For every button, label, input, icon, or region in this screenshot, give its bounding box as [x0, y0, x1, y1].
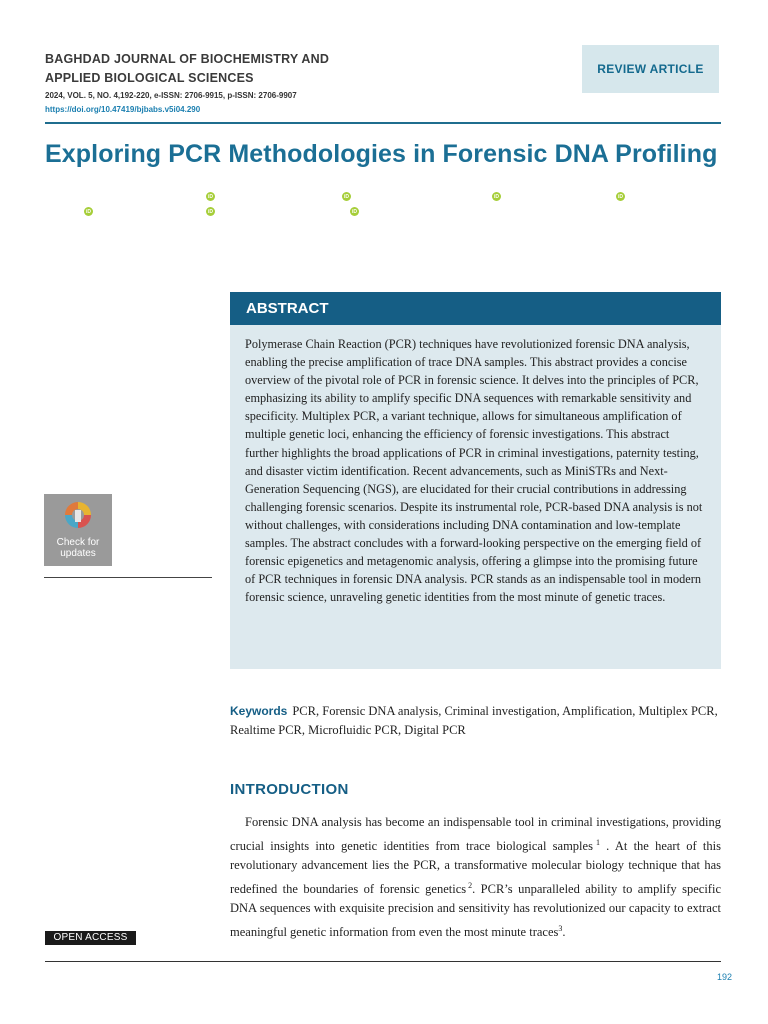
orcid-icon[interactable]: iD — [208, 208, 213, 215]
intro-text-part: . At the heart of this revolutionary advancement lies the PCR, a transformative molecular biology technique that has redefined the boundaries of forensic genetics — [230, 838, 721, 896]
abstract-text: Polymerase Chain Reaction (PCR) techniques have revolutionized forensic DNA analysis, enabling the precise amplification of trace DNA samples. This abstract provides a concise overview of the pivotal role of PCR in forensic science. It delves into the principles of PCR, emphasizing its ability to amplify specific DNA sequences with remarkable sensitivity and specificity. Multiplex PCR, a variant technique, allows for simultaneous amplification of multiple genetic loci, enhancing the efficiency of forensic investigations. This abstract further highlights the broad applications of PCR in criminal investigations, paternity testing, and disaster victim identification. Recent advancements, such as MiniSTRs and Next-Generation Sequencing (NGS), are elucidated for their crucial contributions in addressing challenging forensic scenarios. Despite its instrumental role, PCR-based DNA analysis is not without challenges, with considerations including DNA contamination and low-template samples. The abstract concludes with a forward-looking perspective on the emerging field of forensic epigenetics and metagenomic analysis, offering a glimpse into the promising future of PCR techniques in forensic DNA analysis. PCR stands as an indispensable tool in modern forensic science, unraveling genetic identities from the most minute of genetic traces. — [230, 325, 721, 669]
header-divider — [45, 122, 721, 124]
doi-link[interactable]: https://doi.org/10.47419/bjbabs.v5i04.290 — [45, 105, 201, 114]
orcid-icon[interactable]: iD — [208, 193, 213, 200]
check-for-updates-label: Check for — [56, 537, 100, 548]
article-title: Exploring PCR Methodologies in Forensic DNA Profiling — [45, 140, 718, 168]
check-for-updates-label: updates — [60, 548, 96, 559]
check-for-updates-button[interactable] — [44, 494, 112, 566]
keywords-text: PCR, Forensic DNA analysis, Criminal investigation, Amplification, Multiplex PCR, Realtime PCR, Microfluidic PCR, Digital PCR — [230, 704, 718, 737]
keywords-label: Keywords — [230, 704, 288, 718]
orcid-icon[interactable]: iD — [86, 208, 91, 215]
orcid-icon[interactable]: iD — [618, 193, 623, 200]
citation-ref[interactable]: 2 — [468, 880, 473, 890]
page-number: 192 — [716, 972, 732, 982]
citation-ref[interactable]: 3 — [558, 923, 563, 933]
intro-text-part: . PCR’s unparalleled ability to amplify specific DNA sequences with exquisite precision and sensitivity has revolutionized our capacity to extract meaningful genetic information from even the most minute traces — [230, 881, 721, 939]
intro-text-part: Forensic DNA analysis has become an indispensable tool in criminal investigations, providing crucial insights into genetic identities from trace biological samples — [230, 815, 721, 853]
sidebar-divider — [44, 577, 212, 578]
introduction-paragraph — [230, 813, 721, 942]
introduction-heading: INTRODUCTION — [230, 781, 349, 798]
orcid-icon[interactable]: iD — [344, 193, 349, 200]
orcid-icon[interactable]: iD — [352, 208, 357, 215]
abstract-heading: ABSTRACT — [246, 300, 329, 317]
orcid-icon[interactable]: iD — [494, 193, 499, 200]
journal-meta: 2024, VOL. 5, NO. 4,192-220, e-ISSN: 2706-9915, p-ISSN: 2706-9907 — [45, 91, 297, 100]
intro-text-part: . — [562, 924, 566, 939]
citation-ref[interactable]: 1 — [595, 837, 600, 847]
journal-name: BAGHDAD JOURNAL OF BIOCHEMISTRY AND APPLIED BIOLOGICAL SCIENCES — [45, 52, 330, 85]
footer-divider — [45, 961, 721, 962]
keywords — [230, 702, 720, 740]
open-access-badge: OPEN ACCESS — [45, 931, 136, 945]
check-for-updates-icon — [63, 500, 93, 530]
abstract-header — [230, 292, 721, 325]
article-type-badge: REVIEW ARTICLE — [582, 45, 719, 93]
